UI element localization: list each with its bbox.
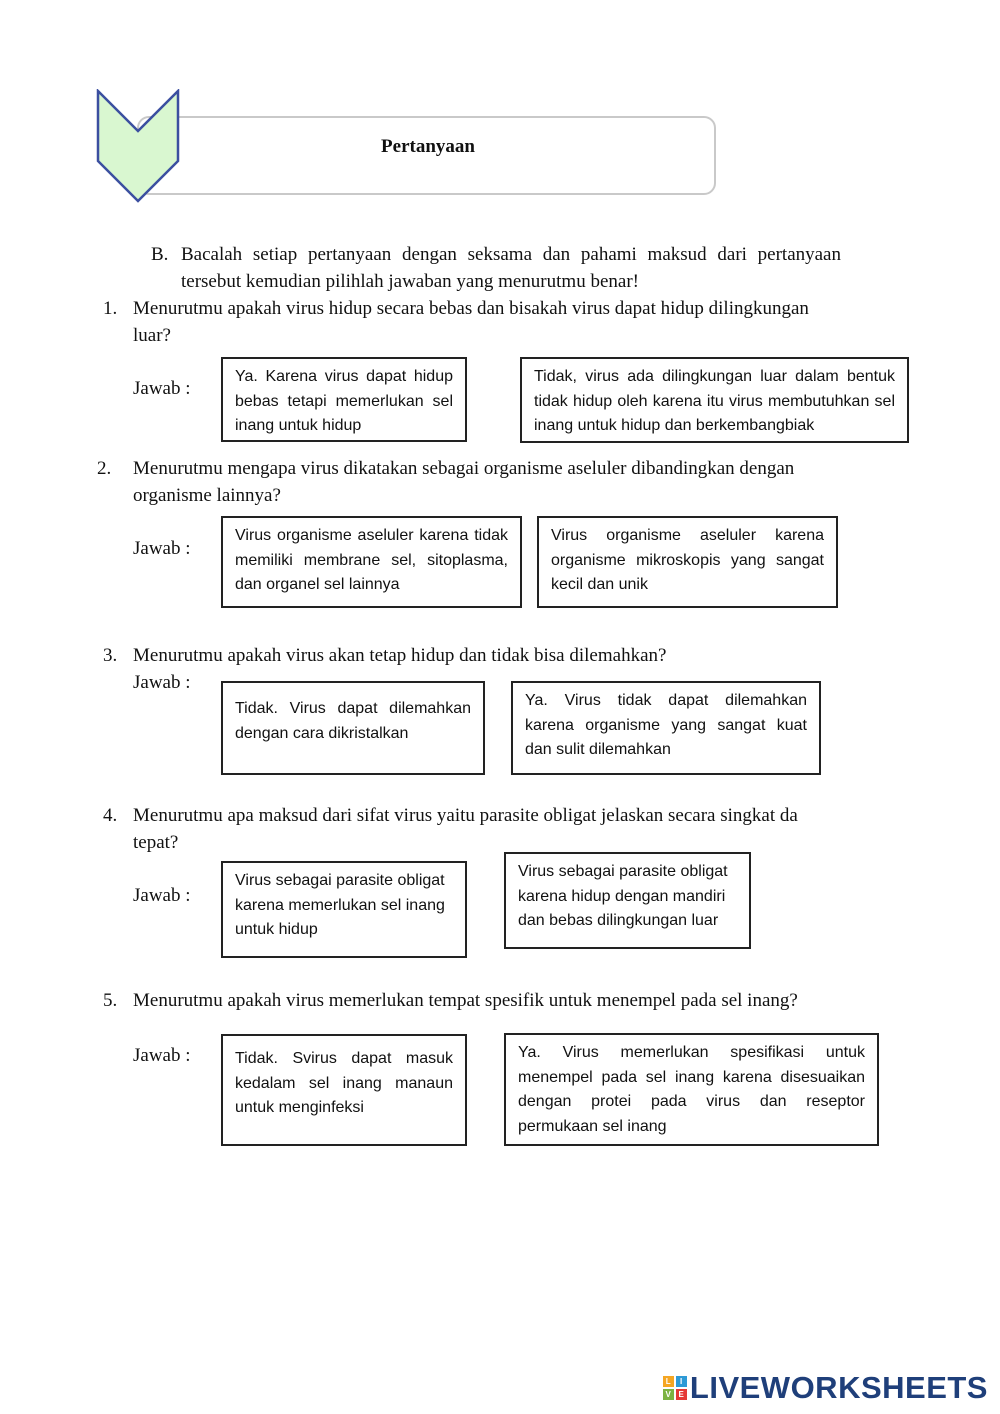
question-number: 5. [103, 990, 118, 1011]
question-text-continued: organisme lainnya? [133, 485, 281, 506]
logo-mark-letter: E [676, 1389, 687, 1400]
logo-mark-icon [663, 1376, 687, 1400]
logo-mark-letter: L [663, 1376, 674, 1387]
question-number: 2. [97, 458, 112, 479]
answer-label: Jawab : [133, 672, 191, 693]
logo-mark-letter: V [663, 1389, 674, 1400]
instruction-line-2: tersebut kemudian pilihlah jawaban yang menurutmu benar! [181, 271, 639, 292]
answer-option-b[interactable]: Virus organisme aseluler karena organisme mikroskopis yang sangat kecil dan unik [537, 516, 838, 608]
instruction-line-1: Bacalah setiap pertanyaan dengan seksama dan pahami maksud dari pertanyaan [181, 244, 841, 265]
answer-label: Jawab : [133, 378, 191, 399]
logo-mark-letter: I [676, 1376, 687, 1387]
question-text: Menurutmu apakah virus hidup secara bebas dan bisakah virus dapat hidup dilingkungan [133, 298, 809, 319]
liveworksheets-logo [663, 1370, 988, 1406]
answer-option-b[interactable]: Virus sebagai parasite obligat karena hidup dengan mandiri dan bebas dilingkungan luar [504, 852, 751, 949]
answer-option-b[interactable]: Tidak, virus ada dilingkungan luar dalam bentuk tidak hidup oleh karena itu virus membutuhkan sel inang untuk hidup dan berkembangbiak [520, 357, 909, 443]
answer-label: Jawab : [133, 538, 191, 559]
answer-option-a[interactable]: Ya. Karena virus dapat hidup bebas tetapi memerlukan sel inang untuk hidup [221, 357, 467, 442]
question-text-continued: tepat? [133, 832, 179, 853]
question-number: 4. [103, 805, 118, 826]
question-text-continued: luar? [133, 325, 171, 346]
instruction-marker: B. [151, 244, 169, 265]
question-number: 3. [103, 645, 118, 666]
answer-option-b[interactable]: Ya. Virus memerlukan spesifikasi untuk menempel pada sel inang karena disesuaikan dengan protei pada virus dan reseptor permukaan sel inang [504, 1033, 879, 1146]
answer-option-a[interactable]: Tidak. Svirus dapat masuk kedalam sel inang manaun untuk menginfeksi [221, 1034, 467, 1146]
answer-option-a[interactable]: Virus organisme aseluler karena tidak memiliki membrane sel, sitoplasma, dan organel sel lainnya [221, 516, 522, 608]
chevron-icon [96, 89, 180, 203]
answer-label: Jawab : [133, 885, 191, 906]
question-number: 1. [103, 298, 118, 319]
question-text: Menurutmu apakah virus memerlukan tempat spesifik untuk menempel pada sel inang? [133, 990, 798, 1011]
answer-label: Jawab : [133, 1045, 191, 1066]
answer-option-a[interactable]: Tidak. Virus dapat dilemahkan dengan cara dikristalkan [221, 681, 485, 775]
page-title: Pertanyaan [381, 136, 475, 157]
question-text: Menurutmu apakah virus akan tetap hidup dan tidak bisa dilemahkan? [133, 645, 667, 666]
answer-option-b[interactable]: Ya. Virus tidak dapat dilemahkan karena organisme yang sangat kuat dan sulit dilemahkan [511, 681, 821, 775]
logo-text: LIVEWORKSHEETS [689, 1370, 988, 1405]
question-text: Menurutmu apa maksud dari sifat virus yaitu parasite obligat jelaskan secara singkat da [133, 805, 798, 826]
question-text: Menurutmu mengapa virus dikatakan sebagai organisme aseluler dibandingkan dengan [133, 458, 795, 479]
answer-option-a[interactable]: Virus sebagai parasite obligat karena memerlukan sel inang untuk hidup [221, 861, 467, 958]
